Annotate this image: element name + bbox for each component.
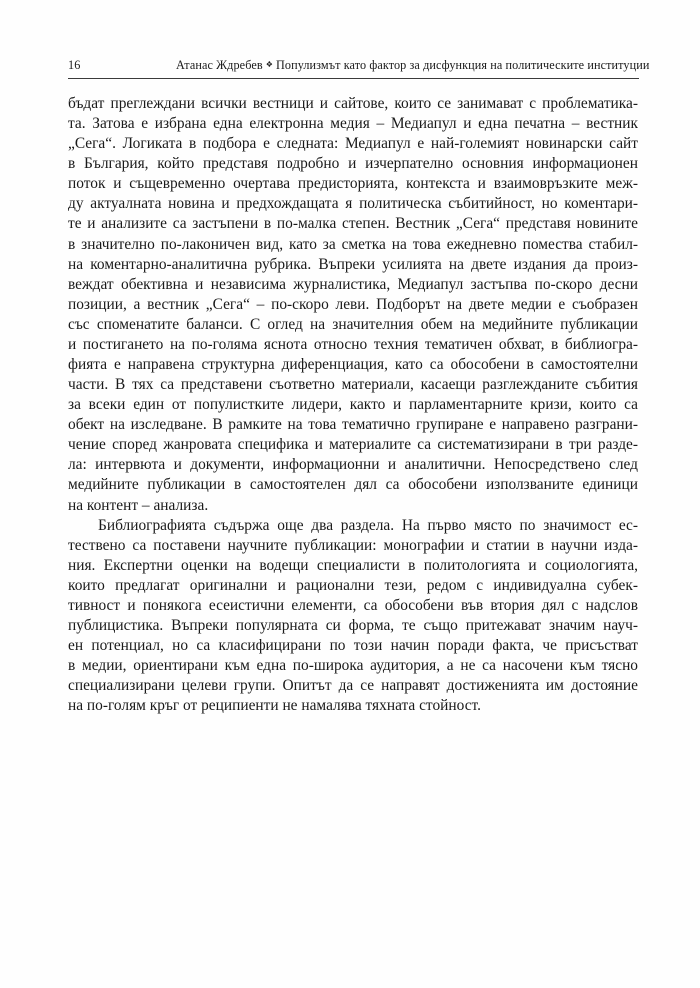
text-line: ния. Експертни оценки на водещи специалисти в политологията и социологията, — [68, 556, 638, 574]
paragraph-1 — [68, 94, 638, 516]
text-line: тивност и понякога есеистични елементи, са обособени във втория дял с надслов — [68, 596, 638, 614]
text-line: в значително по-лаконичен вид, като за сметка на това ежедневно помества стабил- — [68, 235, 638, 253]
text-line: на контент – анализа. — [68, 496, 209, 514]
text-line: със споменатите баланси. С оглед на значителния обем на медийните публикации — [68, 315, 638, 333]
body-text — [68, 94, 638, 716]
text-line: „Сега“. Логиката в подбора е следната: Медиапул е най-големият новинарски сайт — [68, 135, 638, 153]
running-header — [68, 54, 650, 76]
text-line: специализирани целеви групи. Опитът да се направят достиженията им достояние — [68, 677, 638, 695]
header-author: Атанас Ждребев — [176, 58, 263, 72]
paragraph-2 — [68, 516, 638, 717]
text-line: за всеки един от популистките лидери, както и парламентарните кризи, които са — [68, 396, 638, 414]
text-line: публицистика. Въпреки популярната си форма, те също притежават значим науч- — [68, 617, 638, 635]
header-rule — [68, 78, 639, 79]
text-line: тествено са поставени научните публикации: монографии и статии в научни изда- — [68, 536, 638, 554]
text-line: обект на изследване. В рамките на това тематично групиране е направено разграни- — [68, 416, 638, 434]
header-book-title: Популизмът като фактор за дисфункция на политическите институции — [275, 58, 650, 72]
text-line: та. Затова е избрана една електронна медия – Медиапул и една печатна – вестник — [68, 115, 638, 133]
text-line: ен потенциал, но са класифицирани по този начин поради факта, че присъстват — [68, 637, 638, 655]
text-line: на по-голям кръг от реципиенти не намалява тяхната стойност. — [68, 697, 481, 715]
text-line: в медии, ориентирани към една по-широка аудитория, а не са насочени към тясно — [68, 657, 638, 675]
text-line: поток и същевременно очертава предисторията, контекста и взаимовръзките меж- — [68, 175, 638, 193]
text-line: веждат обективна и независима журналистика, Медиапул застъпва по-скоро десни — [68, 275, 638, 293]
text-line: на коментарно-аналитична рубрика. Въпреки усилията на двете издания да произ- — [68, 255, 638, 273]
text-line: Библиографията съдържа още два раздела. На първо място по значимост ес- — [98, 516, 638, 534]
text-line: медийните публикации в самостоятелен дял са обособени използваните единици — [68, 476, 638, 494]
text-line: чение според жанровата специфика и материалите са систематизирани в три разде- — [68, 436, 638, 454]
ornament-separator-icon: ❖ — [265, 60, 273, 69]
text-line: и постигането на по-голяма яснота относно техния тематичен обхват, в библиогра- — [68, 335, 638, 353]
text-line: бъдат преглеждани всички вестници и сайтове, които се занимават с проблематика- — [68, 95, 638, 112]
text-line: в България, който представя подробно и изчерпателно основния информационен — [68, 155, 638, 173]
text-line: те и анализите са застъпени в по-малка степен. Вестник „Сега“ представя новините — [68, 215, 638, 233]
header-title — [176, 58, 649, 73]
text-line: фията е направена структурна диференциация, като са обособени в самостоятелни — [68, 356, 638, 374]
page-number: 16 — [68, 58, 81, 72]
text-line: ла: интервюта и документи, информационни и аналитични. Непосредствено след — [68, 456, 638, 474]
text-line: които предлагат оригинални и рационални тези, редом с индивидуална субек- — [68, 576, 638, 594]
text-line: ду актуалната новина и предхождащата я политическа събитийност, но коментари- — [68, 195, 638, 213]
text-line: позиции, а вестник „Сега“ – по-скоро леви. Подборът на двете медии е съобразен — [68, 295, 638, 313]
text-line: части. В тях са представени съответно материали, касаещи разглежданите събития — [68, 376, 638, 394]
